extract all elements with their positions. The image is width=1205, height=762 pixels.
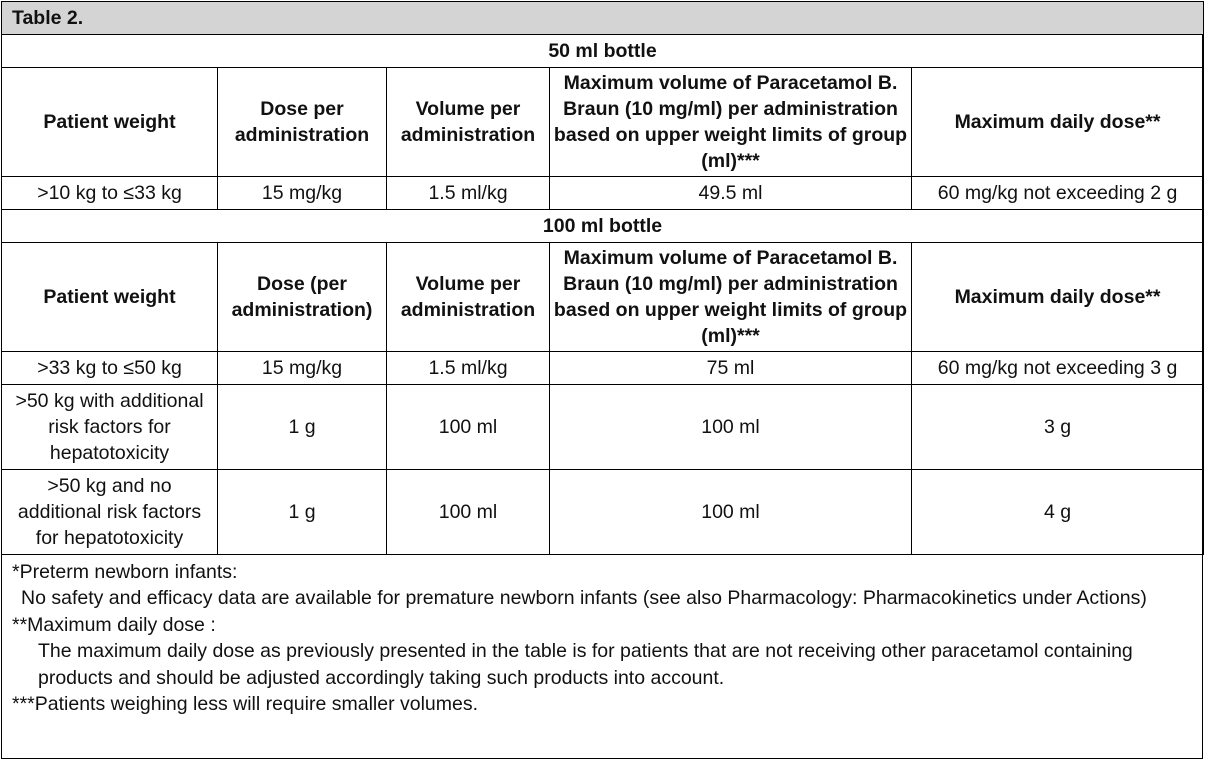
column-header: Maximum volume of Paracetamol B. Braun (10 mg/ml) per administration based on upper weight limits of group (ml)***	[550, 243, 912, 352]
table-cell: 60 mg/kg not exceeding 3 g	[912, 352, 1204, 385]
column-header: Maximum daily dose**	[912, 243, 1204, 352]
column-header: Volume per administration	[387, 68, 550, 177]
table-cell: 15 mg/kg	[218, 177, 387, 210]
table-cell: 3 g	[912, 385, 1204, 470]
table-cell: 100 ml	[550, 385, 912, 470]
table-header-row	[2, 68, 1204, 177]
table-cell: 1.5 ml/kg	[387, 177, 550, 210]
column-header: Patient weight	[2, 243, 218, 352]
table-cell: 100 ml	[387, 470, 550, 555]
table-cell: 1.5 ml/kg	[387, 352, 550, 385]
column-header: Maximum daily dose**	[912, 68, 1204, 177]
footnote-patients-weighing-less: ***Patients weighing less will require smaller volumes.	[12, 693, 479, 716]
footnote-preterm-heading: *Preterm newborn infants:	[12, 561, 238, 583]
table-row	[2, 177, 1204, 210]
footnotes	[2, 555, 1202, 717]
section-bottle-label: 50 ml bottle	[2, 35, 1204, 68]
table-cell: >10 kg to ≤33 kg	[2, 177, 218, 210]
table-row	[2, 352, 1204, 385]
table-cell: 1 g	[218, 385, 387, 470]
column-header: Dose (per administration)	[218, 243, 387, 352]
footnote-preterm-text: No safety and efficacy data are available for premature newborn infants (see also Pharmacology: Pharmacokinetics under Actions)	[21, 587, 1147, 610]
table-cell: 49.5 ml	[550, 177, 912, 210]
document-table-2	[1, 1, 1203, 759]
column-header: Patient weight	[2, 68, 218, 177]
table-cell: >33 kg to ≤50 kg	[2, 352, 218, 385]
table-cell: >50 kg with additional risk factors for hepatotoxicity	[2, 385, 218, 470]
table-cell: 100 ml	[387, 385, 550, 470]
table-header-row	[2, 243, 1204, 352]
table-cell: >50 kg and no additional risk factors for hepatotoxicity	[2, 470, 218, 555]
column-header: Maximum volume of Paracetamol B. Braun (10 mg/ml) per administration based on upper weight limits of group (ml)***	[550, 68, 912, 177]
table-cell: 75 ml	[550, 352, 912, 385]
dosing-table	[1, 1, 1204, 555]
section-bottle-label: 100 ml bottle	[2, 210, 1204, 243]
footnote-max-daily-heading: **Maximum daily dose :	[12, 613, 216, 636]
table-cell: 60 mg/kg not exceeding 2 g	[912, 177, 1204, 210]
table-cell: 1 g	[218, 470, 387, 555]
footnote-max-daily-text: The maximum daily dose as previously presented in the table is for patients that are not receiving other paracetamol containing products and should be adjusted accordingly taking such products into account.	[38, 640, 1133, 689]
table-row	[2, 470, 1204, 555]
column-header: Volume per administration	[387, 243, 550, 352]
table-title: Table 2.	[2, 2, 1204, 35]
table-row	[2, 385, 1204, 470]
table-cell: 15 mg/kg	[218, 352, 387, 385]
column-header: Dose per administration	[218, 68, 387, 177]
table-cell: 4 g	[912, 470, 1204, 555]
table-cell: 100 ml	[550, 470, 912, 555]
